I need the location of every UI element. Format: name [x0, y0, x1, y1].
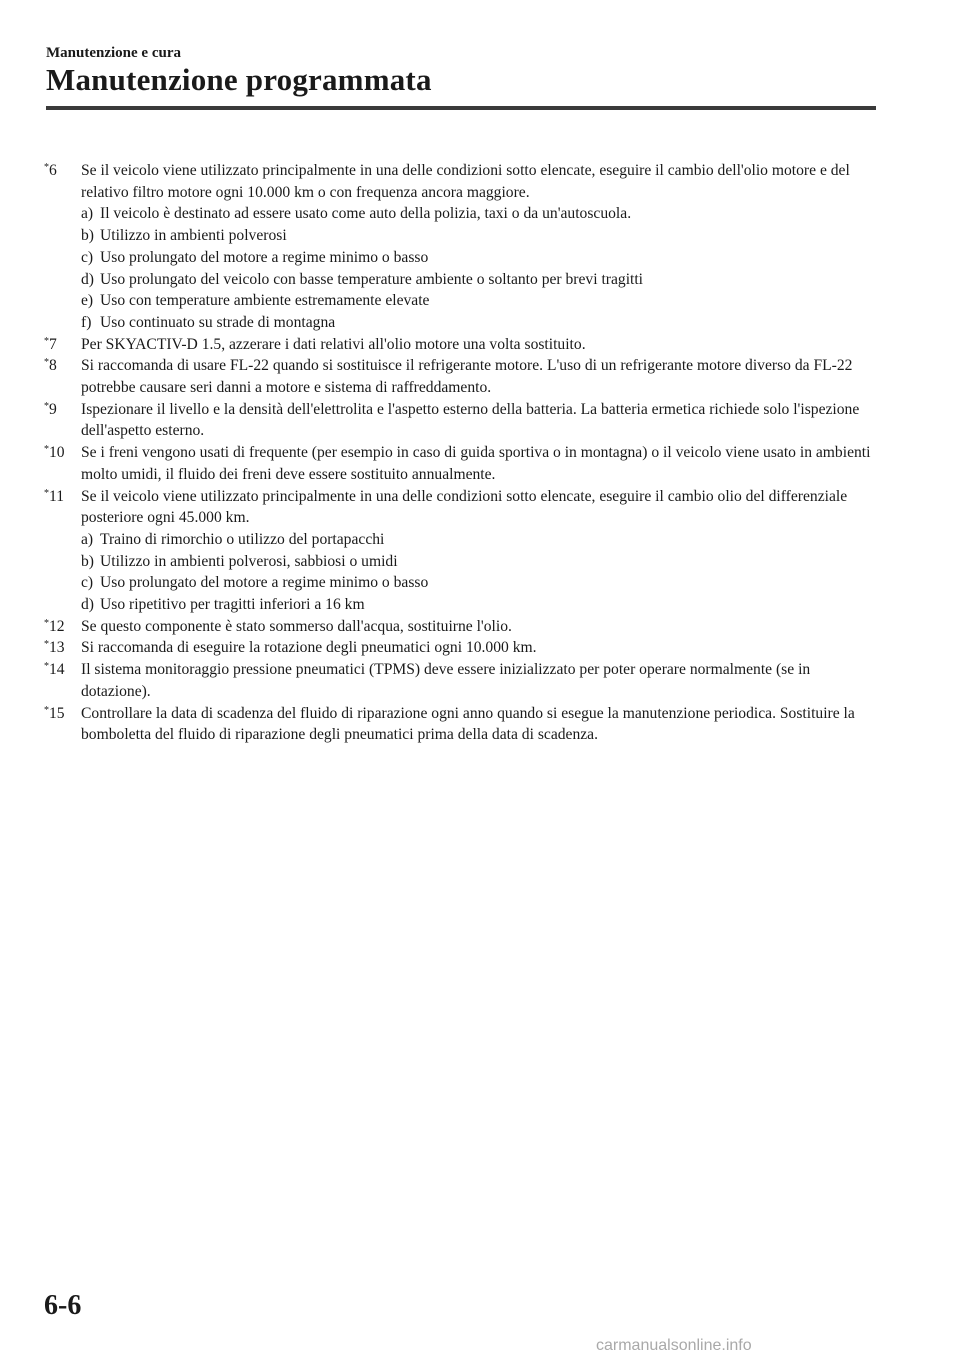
- footnote-number: 14: [49, 661, 65, 679]
- condition-item: [81, 594, 876, 616]
- footnote-marker: [44, 703, 65, 725]
- footnote-item: [44, 486, 876, 616]
- condition-text: Uso prolungato del veicolo con basse temperature ambiente o soltanto per brevi tragitti: [100, 270, 644, 288]
- footnote-number: 7: [49, 335, 57, 353]
- footnote-item: [44, 399, 876, 442]
- footnote-marker: [44, 486, 64, 508]
- asterisk-icon: *: [44, 400, 49, 412]
- condition-letter: e): [81, 292, 94, 310]
- footnote-marker: [44, 637, 65, 659]
- condition-letter: a): [81, 205, 94, 223]
- footnote-text: Ispezionare il livello e la densità dell'elettrolita e l'aspetto esterno della batteria. La batteria ermetica richiede solo l'ispezione dell'aspetto esterno.: [81, 400, 860, 440]
- condition-text: Utilizzo in ambienti polverosi, sabbiosi o umidi: [100, 552, 398, 570]
- asterisk-icon: *: [44, 661, 49, 673]
- footnote-number: 6: [49, 162, 57, 179]
- asterisk-icon: *: [44, 704, 49, 716]
- asterisk-icon: *: [44, 639, 49, 651]
- footnote-text: Controllare la data di scadenza del fluido di riparazione ogni anno quando si esegue la manutenzione periodica. Sostituire la bomboletta del fluido di riparazione degli pneumatici prima della data di scadenza.: [81, 704, 855, 744]
- condition-letter: f): [81, 313, 92, 331]
- footnote-number: 10: [49, 444, 65, 462]
- footnote-item: [44, 659, 876, 702]
- condition-text: Uso ripetitivo per tragitti inferiori a 16 km: [100, 596, 365, 614]
- footnote-item: [44, 442, 876, 485]
- footnote-text: Se questo componente è stato sommerso dall'acqua, sostituirne l'olio.: [81, 617, 512, 635]
- condition-item: [81, 529, 876, 551]
- condition-letter: c): [81, 574, 94, 592]
- condition-item: [81, 290, 876, 312]
- condition-text: Uso continuato su strade di montagna: [100, 313, 336, 331]
- footnote-text: Se il veicolo viene utilizzato principalmente in una delle condizioni sotto elencate, eseguire il cambio olio del differenziale posteriore ogni 45.000 km.: [81, 487, 848, 527]
- footnote-number: 15: [49, 704, 65, 722]
- title-divider: [46, 106, 876, 110]
- asterisk-icon: *: [44, 487, 49, 499]
- footnote-marker: [44, 160, 57, 182]
- condition-text: Il veicolo è destinato ad essere usato come auto della polizia, taxi o da un'autoscuola.: [100, 205, 632, 223]
- footnote-text: Si raccomanda di usare FL-22 quando si sostituisce il refrigerante motore. L'uso di un refrigerante motore diverso da FL-22 potrebbe causare seri danni a motore e sistema di raffreddamento.: [81, 357, 853, 397]
- footnote-item: [44, 616, 876, 638]
- footnote-text: Se i freni vengono usati di frequente (per esempio in caso di guida sportiva o in montagna) o il veicolo viene usato in ambienti molto umidi, il fluido dei freni deve essere sostituito annualmente.: [81, 444, 871, 483]
- footnote-marker: [44, 355, 57, 377]
- footnote-text: Il sistema monitoraggio pressione pneumatici (TPMS) deve essere inizializzato per poter operare normalmente (se in dotazione).: [81, 661, 811, 700]
- asterisk-icon: *: [44, 335, 49, 347]
- condition-letter: d): [81, 596, 94, 614]
- condition-letter: b): [81, 227, 94, 245]
- watermark-text: carmanualsonline.info: [596, 1337, 752, 1354]
- footnote-item: [44, 355, 876, 398]
- condition-letter: a): [81, 530, 94, 548]
- footnote-number: 9: [49, 400, 57, 418]
- asterisk-icon: *: [44, 617, 49, 629]
- page-number: 6-6: [44, 1290, 82, 1321]
- footnote-marker: [44, 659, 65, 681]
- footnote-number: 13: [49, 639, 65, 657]
- asterisk-icon: *: [44, 444, 49, 456]
- condition-letter: c): [81, 248, 94, 266]
- condition-item: [81, 312, 876, 334]
- footnote-item: [44, 703, 876, 746]
- condition-text: Uso prolungato del motore a regime minimo o basso: [100, 574, 429, 592]
- condition-item: [81, 551, 876, 573]
- condition-item: [81, 247, 876, 269]
- page-title: Manutenzione programmata: [46, 62, 432, 97]
- asterisk-icon: *: [44, 357, 49, 369]
- footnote-text: Per SKYACTIV-D 1.5, azzerare i dati relativi all'olio motore una volta sostituito.: [81, 335, 586, 353]
- condition-text: Traino di rimorchio o utilizzo del portapacchi: [100, 530, 385, 548]
- footnote-marker: [44, 334, 57, 356]
- footnote-item: [44, 334, 876, 356]
- asterisk-icon: *: [44, 162, 49, 173]
- footnote-marker: [44, 442, 65, 464]
- page-header: [46, 44, 876, 98]
- condition-letter: b): [81, 552, 94, 570]
- condition-item: [81, 203, 876, 225]
- footnote-marker: [44, 399, 57, 421]
- condition-item: [81, 269, 876, 291]
- condition-text: Uso prolungato del motore a regime minimo o basso: [100, 248, 429, 266]
- footnote-item: [44, 637, 876, 659]
- footnote-text: Se il veicolo viene utilizzato principalmente in una delle condizioni sotto elencate, eseguire il cambio dell'olio motore e del relativo filtro motore ogni 10.000 km o con frequenza ancora maggiore.: [81, 162, 850, 201]
- condition-letter: d): [81, 270, 94, 288]
- footnote-number: 11: [49, 487, 65, 505]
- section-label: Manutenzione e cura: [46, 45, 181, 61]
- footnote-marker: [44, 616, 65, 638]
- footnote-item: [44, 160, 876, 334]
- footnote-text: Si raccomanda di eseguire la rotazione degli pneumatici ogni 10.000 km.: [81, 639, 537, 657]
- condition-text: Utilizzo in ambienti polverosi: [100, 227, 287, 245]
- condition-text: Uso con temperature ambiente estremamente elevate: [100, 292, 430, 310]
- footnote-number: 8: [49, 357, 57, 375]
- condition-item: [81, 225, 876, 247]
- condition-item: [81, 572, 876, 594]
- footnote-number: 12: [49, 617, 65, 635]
- footnote-list: [44, 160, 876, 746]
